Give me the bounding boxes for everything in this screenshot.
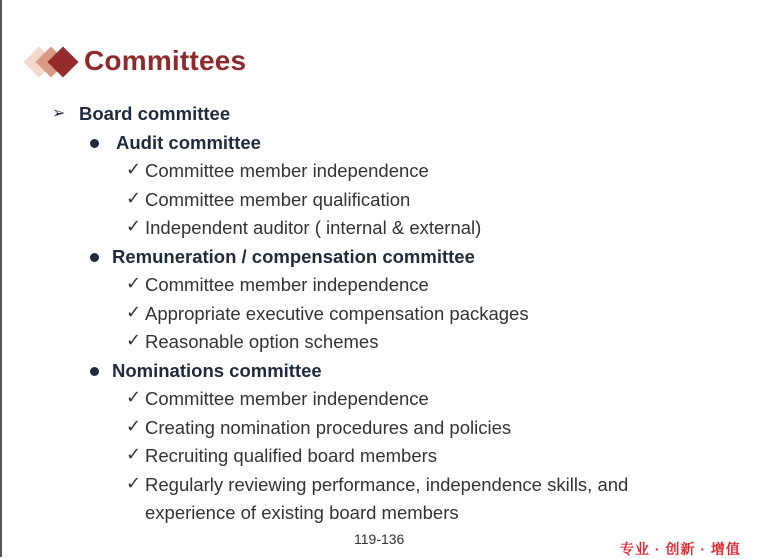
check-icon: ✓ [126, 416, 142, 436]
check-icon: ✓ [126, 330, 142, 350]
page-number: 119-136 [354, 531, 405, 547]
bullet-dot-icon [90, 139, 99, 148]
check-icon: ✓ [126, 273, 142, 293]
list-item: Independent auditor ( internal & external) [145, 217, 482, 238]
list-item: Regularly reviewing performance, independence skills, and [145, 474, 629, 495]
list-item: Committee member independence [145, 388, 429, 409]
logo-diamonds-icon [24, 44, 80, 80]
group-heading-remuneration: Remuneration / compensation committee [112, 246, 475, 267]
group-heading-nominations: Nominations committee [112, 360, 322, 381]
bullet-dot-icon [90, 253, 99, 262]
check-icon: ✓ [126, 216, 142, 236]
arrow-bullet-icon: ➢ [52, 105, 66, 122]
slide-title: Committees [84, 45, 247, 76]
list-item: Committee member independence [145, 274, 429, 295]
list-item: Reasonable option schemes [145, 331, 379, 352]
section-heading: Board committee [79, 103, 231, 124]
group-heading-audit: Audit committee [116, 132, 261, 153]
check-icon: ✓ [126, 444, 142, 464]
check-icon: ✓ [126, 302, 142, 322]
check-icon: ✓ [126, 188, 142, 208]
list-item: Committee member qualification [145, 189, 411, 210]
check-icon: ✓ [126, 387, 142, 407]
list-item-continuation: experience of existing board members [145, 502, 459, 523]
brand-slogan: 专业 · 创新 · 增值 [620, 541, 741, 557]
list-item: Creating nomination procedures and policies [145, 417, 512, 438]
list-item: Appropriate executive compensation packages [145, 303, 529, 324]
list-item: Recruiting qualified board members [145, 445, 438, 466]
list-item: Committee member independence [145, 160, 429, 181]
bullet-dot-icon [90, 367, 99, 376]
check-icon: ✓ [126, 473, 142, 493]
check-icon: ✓ [126, 159, 142, 179]
